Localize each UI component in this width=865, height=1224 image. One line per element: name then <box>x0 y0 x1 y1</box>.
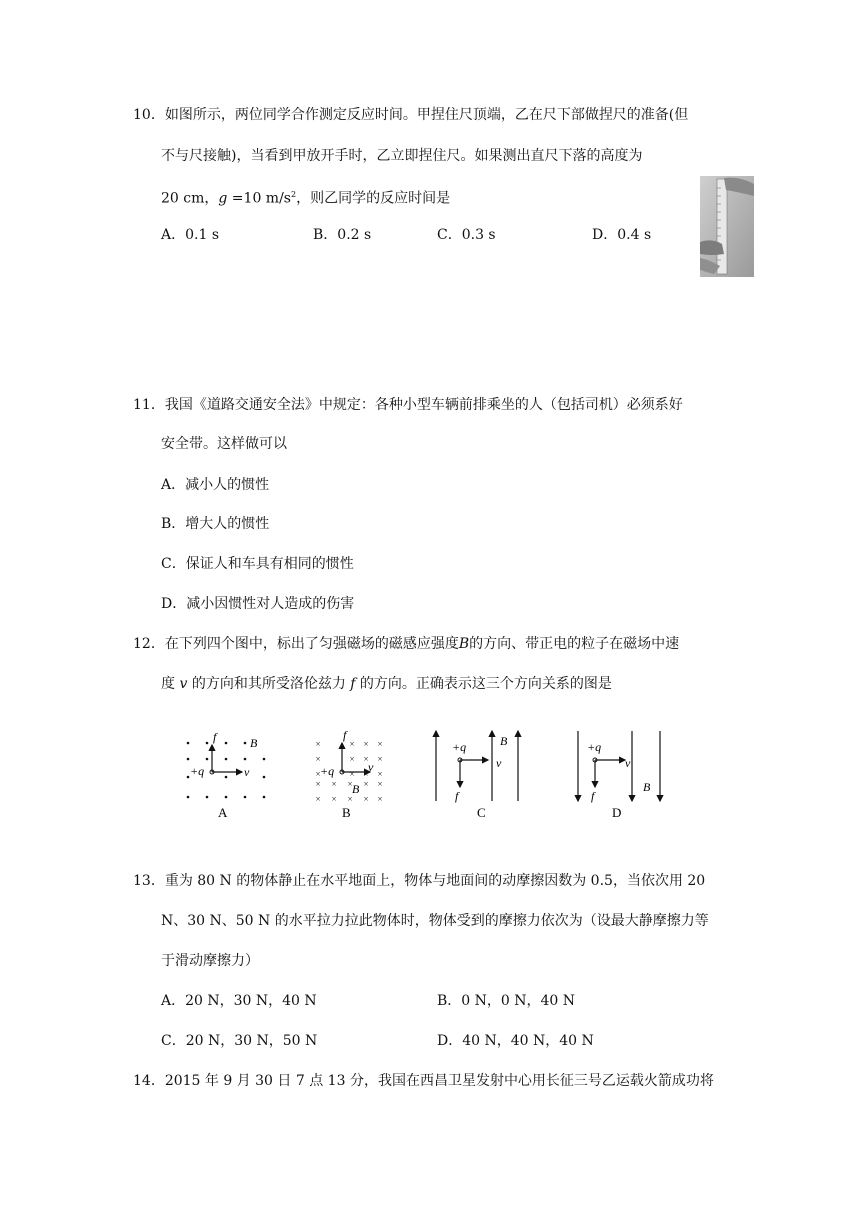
q11-option-c: C．保证人和车具有相同的惯性 <box>161 556 354 572</box>
svg-text:×: × <box>363 739 369 749</box>
svg-text:×: × <box>349 754 355 764</box>
svg-text:×: × <box>363 754 369 764</box>
svg-text:×: × <box>363 769 369 779</box>
q13-option-a: A．20 N，30 N，40 N <box>161 993 317 1009</box>
q11-stem-line2: 安全带。这样做可以 <box>161 436 287 452</box>
svg-text:×: × <box>347 779 353 789</box>
q10-stem-line3: 20 cm，g =10 $m/s^2$，则乙同学的反应时间是 <box>161 190 451 207</box>
diagram-b-v-label: v <box>368 760 374 774</box>
q10-stem-line1: 10．如图所示，两位同学合作测定反应时间。甲捏住尺顶端，乙在尺下部做捏尺的准备(但 <box>133 107 689 123</box>
diagram-c-f-label: f <box>455 789 459 803</box>
q10-option-b: B．0.2 s <box>313 227 372 243</box>
svg-text:×: × <box>347 794 353 804</box>
diagram-d-f-label: f <box>591 789 595 803</box>
q10-option-d: D．0.4 s <box>592 227 652 243</box>
svg-text:×: × <box>349 769 355 779</box>
q13-option-b: B．0 N，0 N，40 N <box>437 993 576 1009</box>
diagram-a <box>187 730 266 820</box>
diagram-b-b-label: B <box>352 782 360 796</box>
svg-text:×: × <box>363 779 369 789</box>
svg-text:×: × <box>377 794 383 804</box>
diagram-d-q-label: +q <box>587 740 602 754</box>
diagram-d <box>578 731 660 820</box>
diagram-a-caption: A <box>218 805 228 820</box>
diagram-c-q-label: +q <box>452 740 467 754</box>
q10-option-c: C．0.3 s <box>437 227 496 243</box>
q12-stem-line2: 度 v 的方向和其所受洛伦兹力 f 的方向。正确表示这三个方向关系的图是 <box>161 676 612 692</box>
diagram-a-f-label: f <box>213 730 217 744</box>
svg-text:×: × <box>315 779 321 789</box>
q11-stem-line1: 11．我国《道路交通安全法》中规定：各种小型车辆前排乘坐的人（包括司机）必须系好 <box>133 397 683 413</box>
q13-stem-line3: 于滑动摩擦力） <box>161 953 259 969</box>
svg-text:×: × <box>331 794 337 804</box>
svg-text:×: × <box>377 739 383 749</box>
q11-option-b: B．增大人的惯性 <box>161 516 270 532</box>
q10-stem-line2: 不与尺接触)，当看到甲放开手时，乙立即捏住尺。如果测出直尺下落的高度为 <box>161 148 643 164</box>
q13-option-d: D．40 N，40 N，40 N <box>437 1033 594 1049</box>
diagram-c <box>436 731 518 820</box>
diagram-b-caption: B <box>342 805 351 820</box>
diagram-b-q-label: +q <box>320 764 335 778</box>
q11-option-a: A．减小人的惯性 <box>161 477 270 493</box>
svg-text:×: × <box>315 739 321 749</box>
q13-stem-line2: N、30 N、50 N 的水平拉力拉此物体时，物体受到的摩擦力依次为（设最大静摩擦力等 <box>161 913 709 929</box>
diagram-c-v-label: v <box>496 756 502 770</box>
diagram-a-b-label: B <box>250 736 258 750</box>
svg-text:×: × <box>315 769 321 779</box>
diagram-a-v-label: v <box>244 765 250 779</box>
svg-text:×: × <box>377 769 383 779</box>
diagram-c-b-label: B <box>500 734 508 748</box>
diagram-d-caption: D <box>612 805 622 820</box>
q12-stem-line1: 12．在下列四个图中，标出了匀强磁场的磁感应强度B的方向、带正电的粒子在磁场中速 <box>133 636 680 652</box>
svg-text:×: × <box>377 779 383 789</box>
diagram-b-f-label: f <box>343 728 347 742</box>
svg-text:×: × <box>363 794 369 804</box>
svg-text:×: × <box>315 754 321 764</box>
svg-text:×: × <box>331 779 337 789</box>
diagram-d-v-label: v <box>625 756 631 770</box>
q13-option-c: C．20 N，30 N，50 N <box>161 1033 318 1049</box>
q10-option-a: A．0.1 s <box>161 227 220 243</box>
diagram-b <box>315 728 382 820</box>
diagram-c-caption: C <box>477 805 486 820</box>
q13-stem-line1: 13．重为 80 N 的物体静止在水平地面上，物体与地面间的动摩擦因数为 0.5，当依次用 20 <box>133 873 706 889</box>
svg-text:×: × <box>349 739 355 749</box>
svg-text:×: × <box>377 754 383 764</box>
q14-stem-line1: 14．2015 年 9 月 30 日 7 点 13 分，我国在西昌卫星发射中心用长征三号乙运载火箭成功将 <box>133 1073 714 1089</box>
q11-option-d: D．减小因惯性对人造成的伤害 <box>161 596 355 612</box>
diagram-d-b-label: B <box>643 780 651 794</box>
diagram-a-q-label: +q <box>190 764 205 778</box>
svg-text:×: × <box>315 794 321 804</box>
ruler-photo <box>700 176 754 277</box>
q12-figure <box>170 725 690 825</box>
